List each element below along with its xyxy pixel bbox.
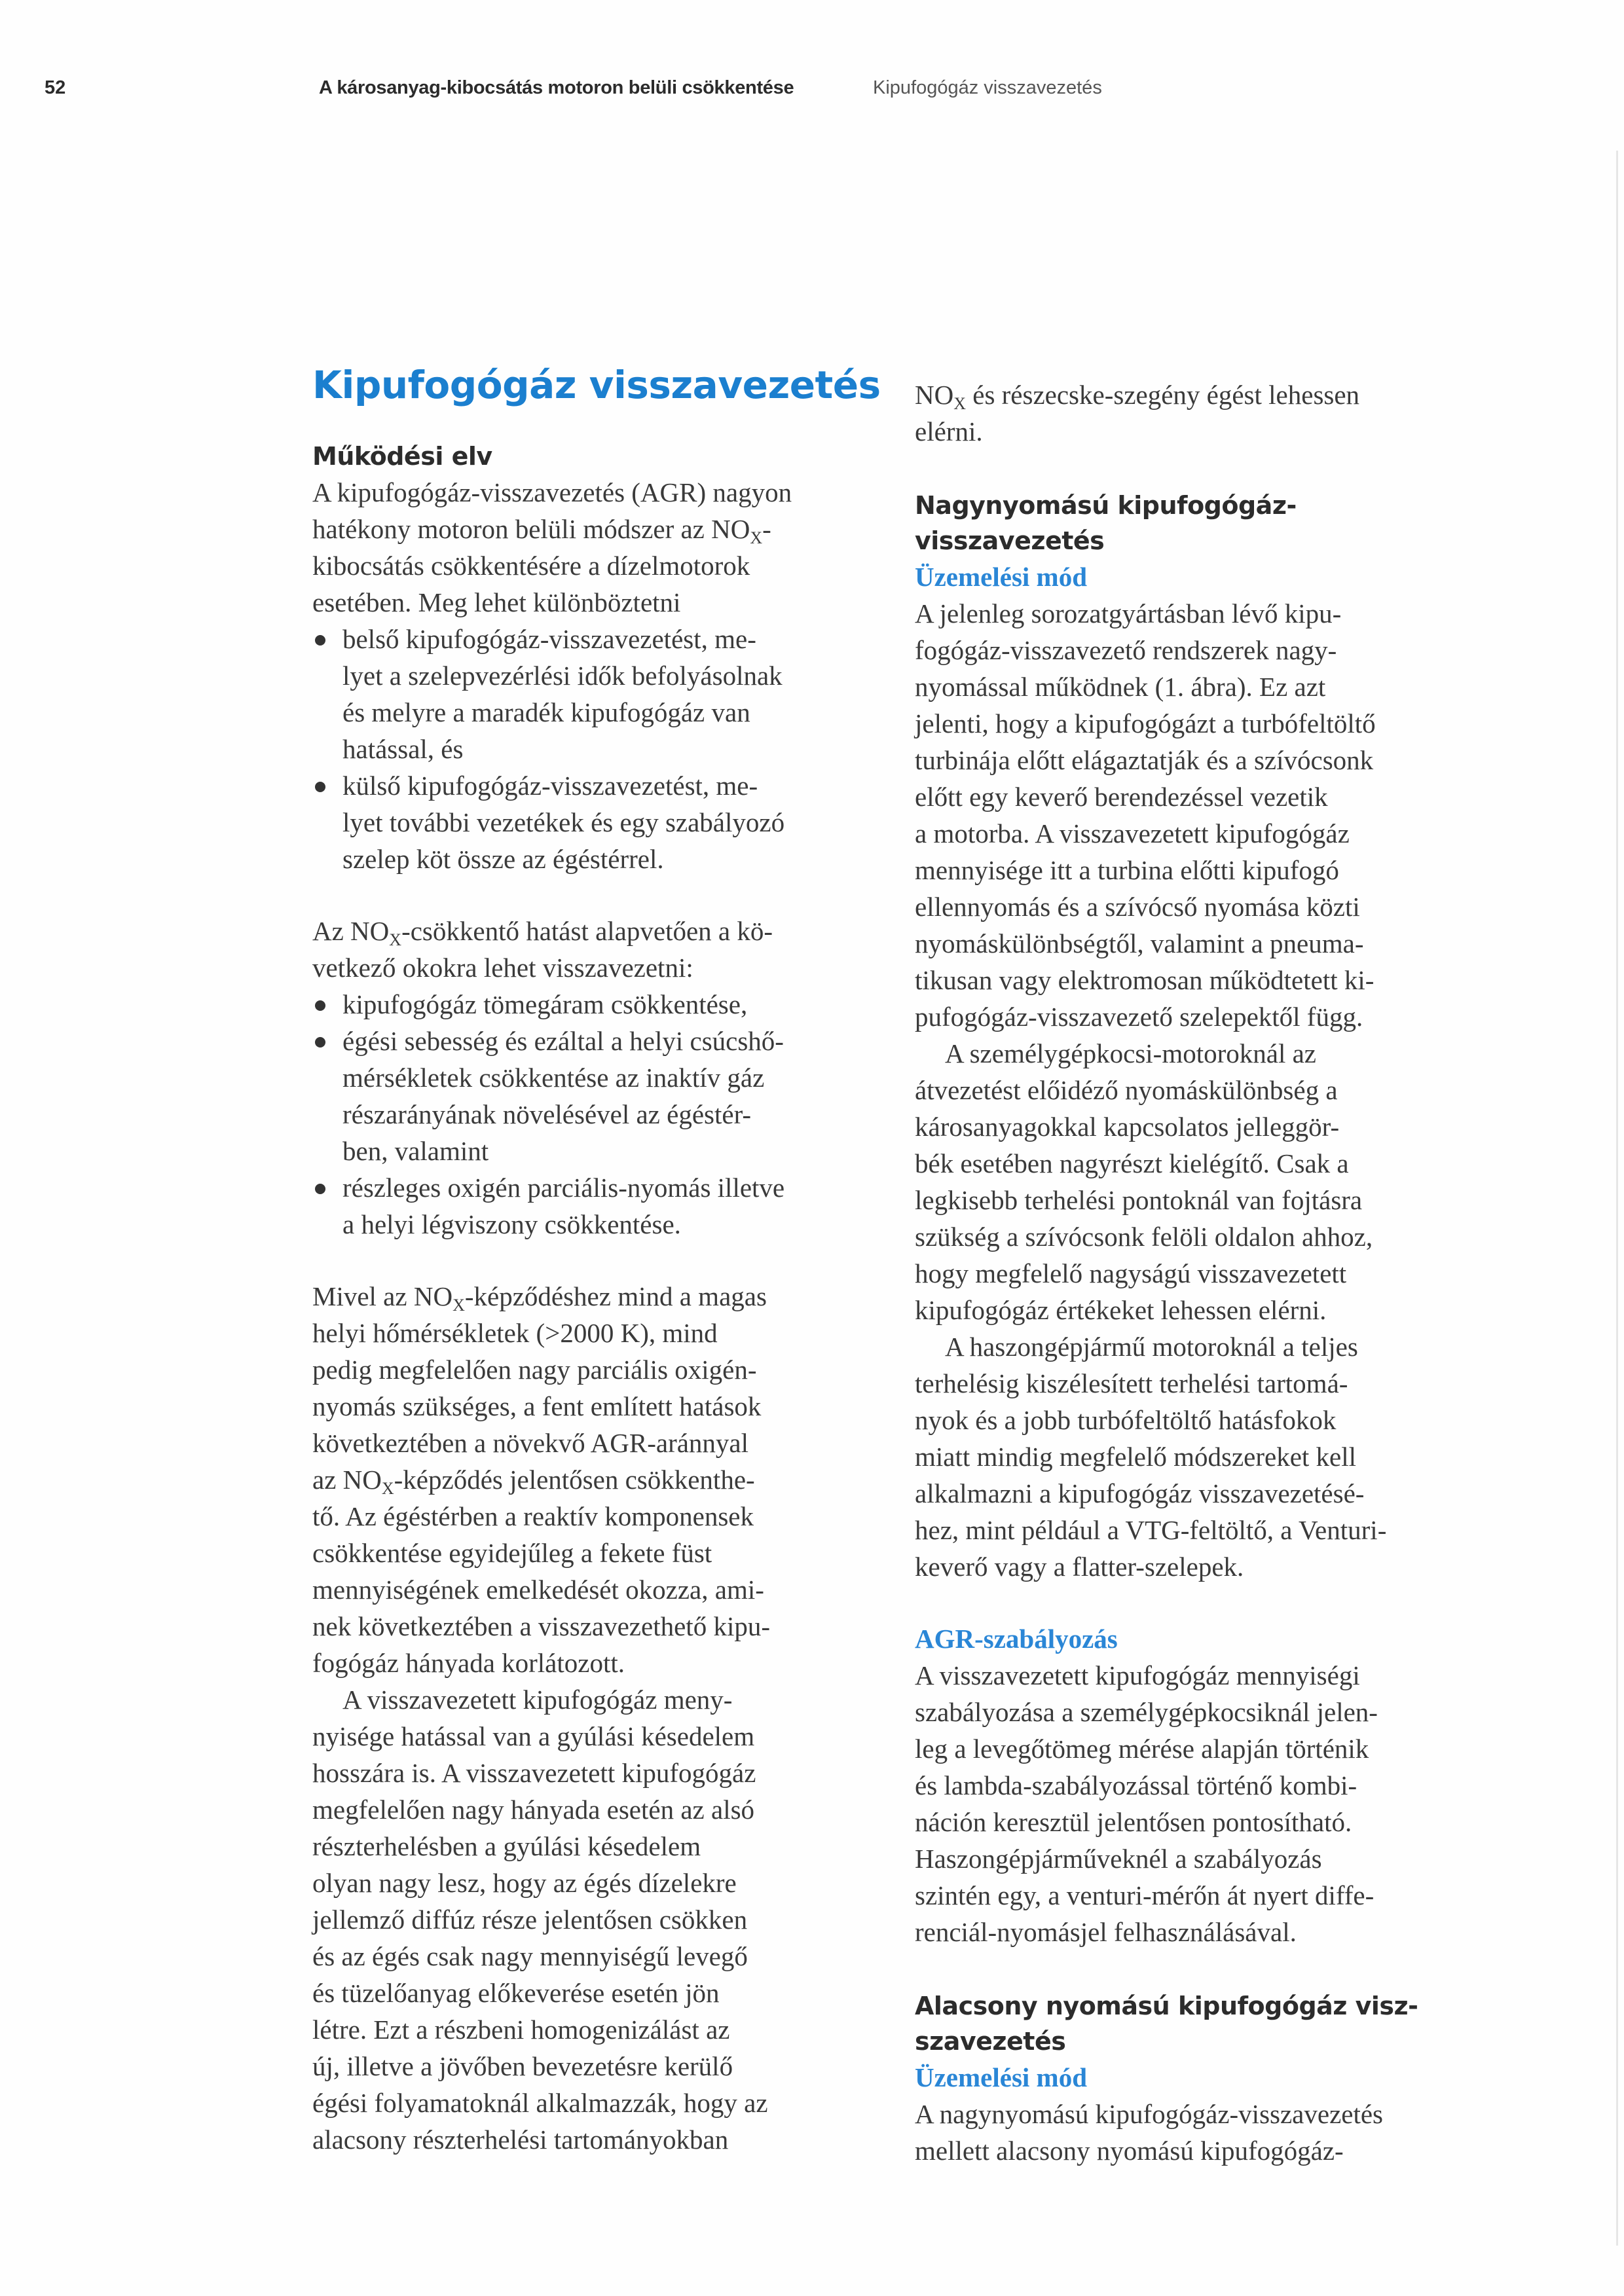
paragraph-nox-causes [312,913,889,986]
paragraph-low-pressure [915,2096,1491,2169]
subscript-x: X [381,1479,394,1498]
text-line: legkisebb terhelési pontoknál van fojtásra [915,1185,1363,1215]
paragraph-commercial-vehicles [915,1328,1491,1585]
bullet-list-causes [312,986,889,1243]
text-line: részleges oxigén parciális-nyomás illetve [342,1173,785,1203]
text-line: tikusan vagy elektromosan működtetett ki- [915,965,1375,995]
paragraph-ignition-delay [312,1681,889,2158]
text-fragment: Az NO [312,916,390,946]
bullet-list-agr-types [312,621,889,877]
text-line: és az égés csak nagy mennyiségű levegő [312,1941,748,1971]
list-item [312,767,889,877]
text-line: szükség a szívócsonk felöli oldalon ahhoz, [915,1222,1373,1252]
list-item [312,986,889,1023]
text-fragment: NO [915,380,954,410]
right-column [915,376,1491,2169]
paragraph-passenger-cars [915,1035,1491,1328]
text-line: jelenti, hogy a kipufogógázt a turbófeltöltő [915,708,1376,738]
text-line: mennyiségének emelkedését okozza, ami- [312,1575,764,1605]
text-line: pedig megfelelően nagy parciális oxigén- [312,1355,757,1385]
text-line: terhelésig kiszélesített terhelési tartomá- [915,1368,1348,1398]
text-line: nyomás szükséges, a fent említett hatások [312,1391,762,1421]
text-line: alacsony részterhelési tartományokban [312,2124,729,2155]
text-line: leg a levegőtömeg mérése alapján történik [915,1734,1369,1764]
text-line: náción keresztül jelentősen pontosítható. [915,1807,1352,1837]
text-line: A visszavezetett kipufogógáz mennyiségi [915,1660,1360,1690]
text-line: károsanyagokkal kapcsolatos jelleggör- [915,1112,1340,1142]
text-line: nyomáskülönbségtől, valamint a pneuma- [915,928,1364,958]
text-line: és melyre a maradék kipufogógáz van [342,697,750,727]
text-fragment: Mivel az NO [312,1281,453,1311]
text-line: és tüzelőanyag előkeverése esetén jön [312,1978,720,2008]
text-fragment: -csökkentő hatást alapvetően a kö- [401,916,773,946]
text-line: részarányának növelésével az égéstér- [342,1099,752,1129]
text-line: nyok és a jobb turbófeltöltő hatásfokok [915,1405,1337,1435]
text-fragment: hatékony motoron belüli módszer az NO [312,514,750,544]
page-number: 52 [45,77,66,98]
text-line: átvezetést előidéző nyomáskülönbség a [915,1075,1338,1105]
text-line: létre. Ezt a részbeni homogenizálást az [312,2014,730,2045]
text-line: szintén egy, a venturi-mérőn át nyert diffe- [915,1880,1375,1910]
bullet-icon [315,1037,325,1048]
text-line: hogy megfelelő nagyságú visszavezetett [915,1258,1347,1288]
text-line: olyan nagy lesz, hogy az égés dízelekre [312,1868,737,1898]
left-column [312,359,889,2158]
text-fragment: - [762,514,771,544]
text-line: kipufogógáz tömegáram csökkentése, [342,989,748,1019]
text-line: égési sebesség és ezáltal a helyi csúcshő- [342,1026,784,1056]
paragraph-high-pressure [915,595,1491,1035]
text-fragment: az NO [312,1465,382,1495]
text-line: szelep köt össze az égéstérrel. [342,844,664,874]
heading-high-pressure-egr [915,488,1491,558]
text-line: fogógáz-visszavezető rendszerek nagy- [915,635,1337,665]
text-line: alkalmazni a kipufogógáz visszavezetésé- [915,1478,1365,1508]
text-line: vetkező okokra lehet visszavezetni: [312,953,693,983]
section-title: Kipufogógáz visszavezetés [873,77,1102,98]
paragraph-intro [312,474,889,621]
text-line: mennyisége itt a turbina előtti kipufogó [915,855,1339,885]
text-line: miatt mindig megfelelő módszereket kell [915,1442,1357,1472]
text-line: A kipufogógáz-visszavezetés (AGR) nagyon [312,477,792,507]
subscript-x: X [953,394,966,413]
text-line [915,376,1491,413]
text-line: szabályozása a személygépkocsiknál jelen- [915,1697,1378,1727]
list-item [312,1169,889,1243]
text-line: elérni. [915,416,983,446]
text-line: hez, mint például a VTG-feltöltő, a Venturi- [915,1515,1387,1545]
text-line: kipufogógáz értékeket lehessen elérni. [915,1295,1327,1325]
text-line: bék esetében nagyrészt kielégítő. Csak a [915,1148,1349,1178]
text-line: A nagynyomású kipufogógáz-visszavezetés [915,2099,1384,2129]
heading-line: Alacsony nyomású kipufogógáz visz- [915,1992,1418,2020]
text-line: jellemző diffúz része jelentősen csökken [312,1904,748,1935]
text-line: és lambda-szabályozással történő kombi- [915,1770,1357,1800]
text-line: A visszavezetett kipufogógáz meny- [342,1685,733,1715]
text-line: új, illetve a jövőben bevezetésre kerülő [312,2051,733,2081]
text-line: hatással, és [342,734,464,764]
text-line: előtt egy keverő berendezéssel vezetik [915,782,1328,812]
spacer [915,1585,1491,1620]
page-title: Kipufogógáz visszavezetés [312,363,881,407]
text-line: lyet a szelepvezérlési idők befolyásolnak [342,661,783,691]
heading-low-pressure-egr [915,1988,1491,2059]
text-line: külső kipufogógáz-visszavezetést, me- [342,771,758,801]
heading-mukodesi-elv: Működési elv [312,442,492,471]
text-line: részterhelésben a gyúlási késedelem [312,1831,701,1861]
spacer [915,1950,1491,1988]
spacer [312,1243,889,1278]
subheading-egr-control: AGR-szabályozás [915,1624,1118,1654]
running-header [0,77,1624,103]
text-line: következtében a növekvő AGR-aránnyal [312,1428,749,1458]
paragraph-egr-control [915,1657,1491,1950]
bullet-icon [315,782,325,792]
list-item [312,621,889,767]
text-line: nyomással működnek (1. ábra). Ez azt [915,672,1326,702]
text-line: turbinája előtt elágaztatják és a szívócsonk [915,745,1374,775]
text-fragment: és részecske-szegény égést lehessen [966,380,1360,410]
subscript-x: X [750,528,763,547]
subscript-x: X [452,1296,465,1315]
text-line: belső kipufogógáz-visszavezetést, me- [342,624,756,654]
text-line: A haszongépjármű motoroknál a teljes [945,1332,1358,1362]
text-line: fogógáz hányada korlátozott. [312,1648,625,1678]
text-line: lyet további vezetékek és egy szabályozó [342,807,785,837]
text-line [312,1278,889,1315]
text-line: ben, valamint [342,1136,489,1166]
text-line [312,511,889,547]
paragraph-continuation [915,376,1491,450]
text-line: nek következtében a visszavezethető kipu- [312,1611,770,1641]
text-line: Haszongépjárműveknél a szabályozás [915,1844,1322,1874]
text-line: A jelenleg sorozatgyártásban lévő kipu- [915,598,1342,629]
text-line: a helyi légviszony csökkentése. [342,1209,681,1239]
text-fragment: -képződéshez mind a magas [464,1281,767,1311]
subscript-x: X [389,930,402,949]
heading-line: Nagynyomású kipufogógáz- [915,491,1297,520]
spacer [915,450,1491,488]
text-line: esetében. Meg lehet különböztetni [312,587,681,617]
subheading-operating-mode: Üzemelési mód [915,2062,1087,2092]
text-line: nyisége hatással van a gyúlási késedelem [312,1721,755,1751]
heading-line: szavezetés [915,2027,1066,2056]
subheading-operating-mode: Üzemelési mód [915,562,1087,592]
spacer [312,877,889,913]
text-line: égési folyamatoknál alkalmazzák, hogy az [312,2088,768,2118]
text-line: pufogógáz-visszavezető szelepektől függ. [915,1002,1363,1032]
text-line: csökkentése egyidejűleg a fekete füst [312,1538,712,1568]
bullet-icon [315,1000,325,1011]
text-line: helyi hőmérsékletek (>2000 K), mind [312,1318,718,1348]
text-line: a motorba. A visszavezetett kipufogógáz [915,818,1350,848]
bullet-icon [315,1184,325,1194]
text-line: megfelelően nagy hányada esetén az alsó [312,1795,755,1825]
list-item [312,1023,889,1169]
text-line [312,1461,889,1498]
bullet-icon [315,635,325,646]
text-line: hosszára is. A visszavezetett kipufogógáz [312,1758,756,1788]
text-line: keverő vagy a flatter-szelepek. [915,1552,1244,1582]
text-line: A személygépkocsi-motoroknál az [945,1038,1316,1068]
text-line: renciál-nyomásjel felhasználásával. [915,1917,1297,1947]
heading-line: visszavezetés [915,526,1105,555]
text-line [312,913,889,949]
text-line: kibocsátás csökkentésére a dízelmotorok [312,551,750,581]
chapter-title: A károsanyag-kibocsátás motoron belüli csökkentése [319,77,794,98]
paragraph-nox-formation [312,1278,889,1681]
scan-page-edge [1616,151,1618,2246]
text-line: ellennyomás és a szívócső nyomása közti [915,892,1360,922]
text-line: mellett alacsony nyomású kipufogógáz- [915,2136,1344,2166]
text-fragment: -képződés jelentősen csökkenthe- [394,1465,755,1495]
text-line: mérsékletek csökkentése az inaktív gáz [342,1063,765,1093]
text-line: tő. Az égéstérben a reaktív komponensek [312,1501,754,1531]
